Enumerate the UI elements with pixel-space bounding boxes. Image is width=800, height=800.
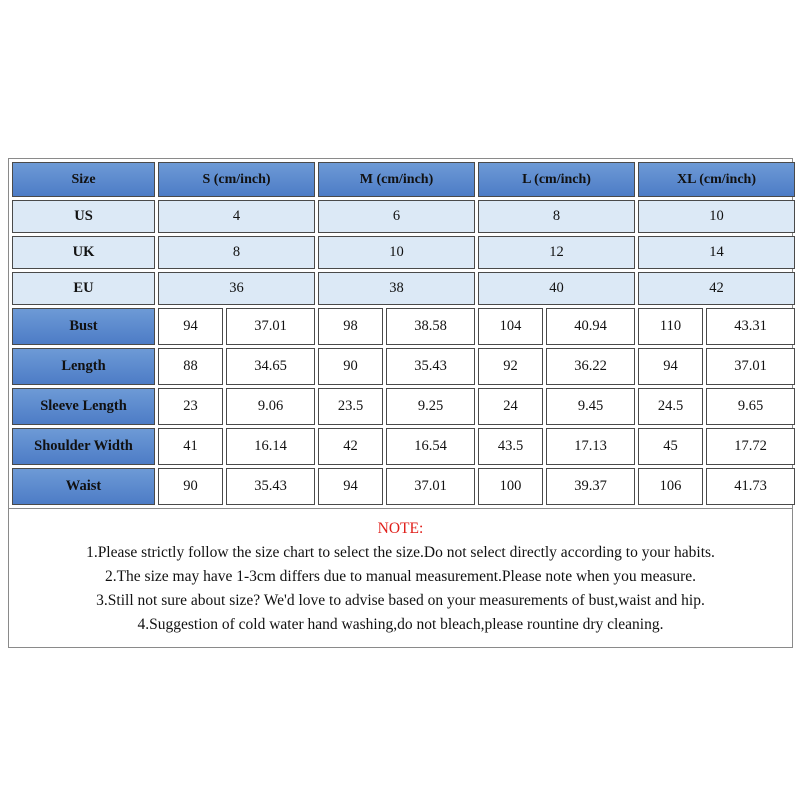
table-cell: 9.06 [226,388,315,425]
table-cell: 38.58 [386,308,475,345]
col-header-l: L (cm/inch) [478,162,635,197]
table-cell: 24 [478,388,543,425]
table-cell: 6 [318,200,475,233]
col-header-m: M (cm/inch) [318,162,475,197]
table-cell: 88 [158,348,223,385]
table-cell: 110 [638,308,703,345]
row-label: EU [12,272,155,305]
note-line-4: 4.Suggestion of cold water hand washing,do not bleach,please rountine dry cleaning. [137,616,664,633]
table-cell: 38 [318,272,475,305]
table-cell: 23 [158,388,223,425]
table-cell: 8 [478,200,635,233]
table-cell: 10 [318,236,475,269]
table-cell: 24.5 [638,388,703,425]
table-cell: 36.22 [546,348,635,385]
size-chart [8,158,793,648]
table-cell: 37.01 [226,308,315,345]
table-cell: 9.45 [546,388,635,425]
table-cell: 40.94 [546,308,635,345]
table-cell: 37.01 [706,348,795,385]
table-cell: 17.13 [546,428,635,465]
table-cell: 35.43 [226,468,315,505]
table-cell: 100 [478,468,543,505]
table-cell: 94 [638,348,703,385]
row-label: Waist [12,468,155,505]
table-cell: 23.5 [318,388,383,425]
header-row [12,162,795,197]
table-cell: 14 [638,236,795,269]
table-cell: 41 [158,428,223,465]
size-table [9,159,798,508]
row-label: Length [12,348,155,385]
table-cell: 35.43 [386,348,475,385]
conversion-row-eu [12,272,795,305]
table-cell: 39.37 [546,468,635,505]
measurement-row-waist [12,468,795,505]
table-cell: 16.54 [386,428,475,465]
table-cell: 106 [638,468,703,505]
table-cell: 9.25 [386,388,475,425]
row-label: UK [12,236,155,269]
table-cell: 9.65 [706,388,795,425]
table-cell: 43.5 [478,428,543,465]
row-label: Bust [12,308,155,345]
conversion-row-us [12,200,795,233]
table-cell: 41.73 [706,468,795,505]
col-header-s: S (cm/inch) [158,162,315,197]
note-line-2: 2.The size may have 1-3cm differs due to manual measurement.Please note when you measure. [104,568,697,585]
table-cell: 10 [638,200,795,233]
measurement-row-bust [12,308,795,345]
row-label: Sleeve Length [12,388,155,425]
table-cell: 4 [158,200,315,233]
table-cell: 42 [638,272,795,305]
table-cell: 34.65 [226,348,315,385]
table-cell: 90 [158,468,223,505]
table-cell: 104 [478,308,543,345]
note-line-1: 1.Please strictly follow the size chart to select the size.Do not select directly according to your habits. [86,544,715,561]
table-cell: 42 [318,428,383,465]
notes-section [9,508,792,647]
measurement-row-shoulder-width [12,428,795,465]
conversion-row-uk [12,236,795,269]
size-header: Size [12,162,155,197]
table-cell: 37.01 [386,468,475,505]
row-label: US [12,200,155,233]
row-label: Shoulder Width [12,428,155,465]
table-cell: 94 [158,308,223,345]
table-cell: 94 [318,468,383,505]
table-cell: 90 [318,348,383,385]
col-header-xl: XL (cm/inch) [638,162,795,197]
table-cell: 40 [478,272,635,305]
note-line-3: 3.Still not sure about size? We'd love to advise based on your measurements of bust,waist and hip. [96,592,705,609]
table-cell: 8 [158,236,315,269]
table-cell: 98 [318,308,383,345]
table-cell: 16.14 [226,428,315,465]
note-title: NOTE: [377,520,424,537]
measurement-row-sleeve-length [12,388,795,425]
measurement-row-length [12,348,795,385]
table-cell: 36 [158,272,315,305]
table-cell: 45 [638,428,703,465]
table-cell: 92 [478,348,543,385]
table-cell: 12 [478,236,635,269]
table-cell: 17.72 [706,428,795,465]
table-cell: 43.31 [706,308,795,345]
